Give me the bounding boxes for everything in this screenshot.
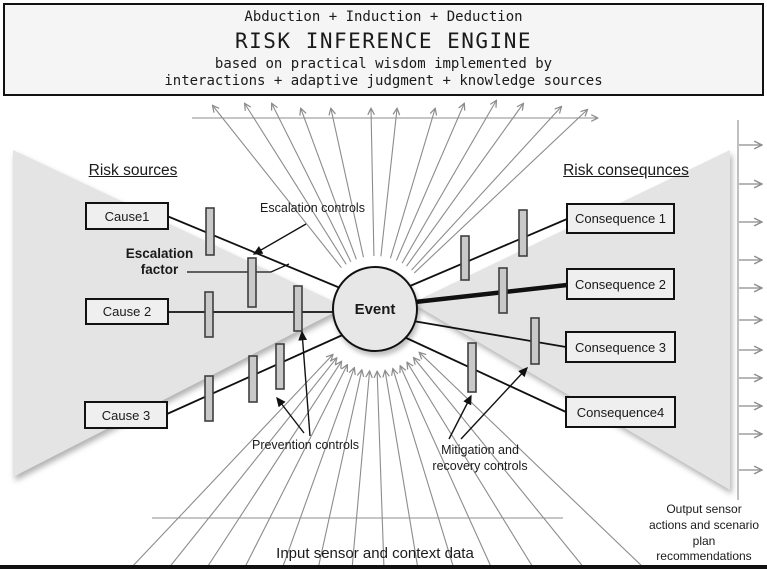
- barrier-cause2-outer: [294, 286, 302, 331]
- cause1-box: Cause1: [85, 202, 169, 230]
- barrier-escalation: [248, 258, 256, 307]
- input-data-label: Input sensor and context data: [276, 545, 474, 562]
- cause3-box: Cause 3: [84, 401, 168, 429]
- escalation-factor-line1: Escalation: [125, 246, 194, 261]
- barrier-consequence1-outer: [519, 210, 527, 256]
- cause2-box: Cause 2: [85, 298, 169, 325]
- mitigation-controls-label: [404, 443, 556, 474]
- top-fan-arrow: [245, 104, 346, 264]
- consequence1-box: Consequence 1: [566, 203, 675, 234]
- mitigation-line1: Mitigation and: [441, 443, 519, 457]
- input-fan-arrow: [282, 368, 354, 569]
- event-node: Event: [332, 266, 418, 352]
- risk-consequences-funnel: [412, 150, 730, 490]
- mitigation-line2: recovery controls: [432, 458, 528, 473]
- consequence3-box: Consequence 3: [565, 331, 676, 363]
- input-fan-arrow: [206, 362, 341, 569]
- escalation-factor-line2: factor: [140, 262, 179, 278]
- output-line3: plan: [692, 533, 716, 548]
- top-fan-arrow: [371, 109, 374, 256]
- escalation-factor-label: [112, 246, 207, 278]
- escalation-controls-arrow: [254, 224, 306, 254]
- top-fan-arrow: [381, 109, 397, 256]
- prevention-controls-label: Prevention controls: [251, 438, 359, 452]
- output-label: [638, 502, 767, 565]
- barrier-consequence1-inner: [461, 236, 469, 280]
- output-line4: recommendations: [656, 549, 752, 564]
- barrier-cause3-outer: [276, 344, 284, 389]
- escalation-controls-label: Escalation controls: [260, 201, 365, 215]
- header-subtitle-1: based on practical wisdom implemented by: [214, 55, 553, 72]
- top-fan-arrow: [396, 104, 464, 260]
- barrier-consequence3: [531, 318, 539, 364]
- barrier-cause2-inner: [205, 292, 213, 337]
- barrier-cause3-mid: [249, 356, 257, 402]
- top-fan-arrow: [272, 104, 351, 262]
- barrier-consequence4: [468, 343, 476, 392]
- header-subtitle-2: interactions + adaptive judgment + knowledge sources: [164, 73, 603, 89]
- header-subtitle-top: Abduction + Induction + Deduction: [244, 8, 523, 25]
- bottom-border: [0, 565, 767, 569]
- output-line1: Output sensor: [666, 502, 742, 516]
- consequence2-box: Consequence 2: [566, 268, 675, 300]
- risk-sources-heading: Risk sources: [88, 162, 178, 179]
- top-fan-arrow: [402, 101, 496, 263]
- output-line2: actions and scenario: [648, 517, 760, 532]
- barrier-consequence2: [499, 268, 507, 313]
- barrier-cause1: [206, 208, 214, 255]
- consequence4-box: Consequence4: [565, 396, 676, 428]
- barrier-cause3-inner: [205, 376, 213, 421]
- input-fan-arrow: [377, 372, 384, 569]
- input-fan-arrow: [244, 365, 347, 569]
- header-title: RISK INFERENCE ENGINE: [234, 28, 532, 53]
- risk-consequences-heading: Risk consequnces: [563, 162, 689, 179]
